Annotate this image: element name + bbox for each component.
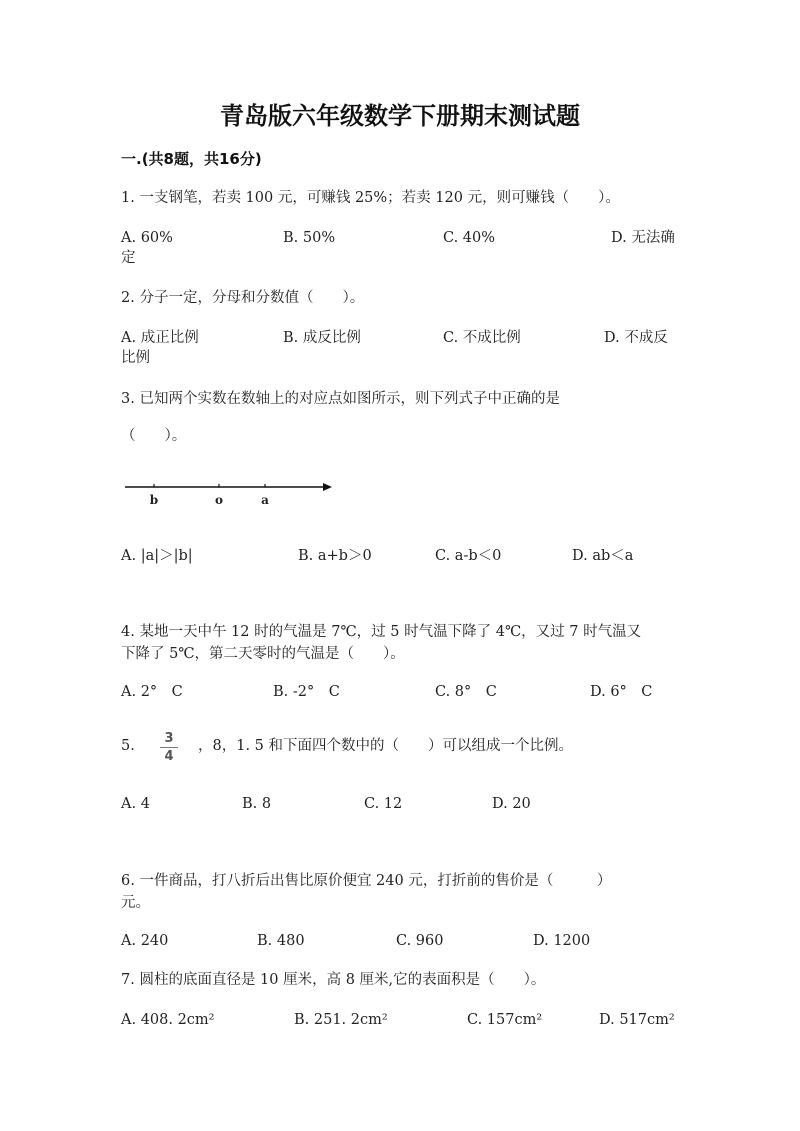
q7-option-a: A. 408. 2cm² <box>121 1012 215 1028</box>
q5-option-a: A. 4 <box>121 796 150 812</box>
question-7-text: 7. 圆柱的底面直径是 10 厘米，高 8 厘米,它的表面积是（ ）。 <box>121 972 546 988</box>
q3-option-a: A. |a|＞|b| <box>121 548 193 564</box>
fraction-numerator: 3 <box>164 731 174 746</box>
q2-option-c: C. 不成比例 <box>443 330 521 346</box>
fraction-three-quarters <box>158 731 180 764</box>
question-6-text-cont: 元。 <box>121 895 150 911</box>
question-2-text: 2. 分子一定，分母和分数值（ ）。 <box>121 290 365 306</box>
number-line-label-b: b <box>149 493 159 507</box>
q1-option-d-wrap: 定 <box>121 250 136 266</box>
q7-option-b: B. 251. 2cm² <box>294 1012 388 1028</box>
q2-option-d-wrap: 比例 <box>121 350 150 366</box>
section-heading: 一.(共8题，共16分) <box>121 150 262 168</box>
q3-option-b: B. a+b＞0 <box>298 548 372 564</box>
q5-option-c: C. 12 <box>364 796 403 812</box>
q6-option-c: C. 960 <box>396 933 444 949</box>
question-5-text: ，8，1. 5 和下面四个数中的（ ）可以组成一个比例。 <box>198 738 574 754</box>
q1-option-d: D. 无法确 <box>611 230 675 246</box>
fraction-denominator: 4 <box>164 749 174 764</box>
q6-option-b: B. 480 <box>257 933 305 949</box>
q7-option-d: D. 517cm² <box>599 1012 675 1028</box>
q2-option-b: B. 成反比例 <box>283 330 361 346</box>
page-title: 青岛版六年级数学下册期末测试题 <box>220 102 580 130</box>
question-3-text: 3. 已知两个实数在数轴上的对应点如图所示，则下列式子中正确的是 <box>121 391 560 407</box>
q2-option-d: D. 不成反 <box>604 330 668 346</box>
question-6-text: 6. 一件商品，打八折后出售比原价便宜 240 元，打折前的售价是（ ） <box>121 873 612 889</box>
question-4-text: 4. 某地一天中午 12 时的气温是 7℃，过 5 时气温下降了 4℃，又过 7 时气温又 <box>121 624 642 640</box>
q4-option-c: C. 8° C <box>435 684 497 700</box>
question-5-number: 5. <box>121 738 135 754</box>
q4-option-d: D. 6° C <box>590 684 653 700</box>
q3-option-d: D. ab＜a <box>572 548 634 564</box>
q1-option-a: A. 60% <box>121 230 173 246</box>
q5-option-b: B. 8 <box>242 796 272 812</box>
q1-option-c: C. 40% <box>443 230 496 246</box>
q3-option-c: C. a-b＜0 <box>435 548 502 564</box>
q4-option-b: B. -2° C <box>273 684 340 700</box>
fraction-bar <box>160 747 178 748</box>
number-line-label-a: a <box>261 493 269 507</box>
q1-option-b: B. 50% <box>283 230 336 246</box>
question-1-text: 1. 一支钢笔，若卖 100 元，可赚钱 25%；若卖 120 元，则可赚钱（ ）。 <box>121 190 620 206</box>
q4-option-a: A. 2° C <box>121 684 183 700</box>
q7-option-c: C. 157cm² <box>467 1012 543 1028</box>
question-4-text-cont: 下降了 5℃，第二天零时的气温是（ ）。 <box>121 646 405 662</box>
q5-option-d: D. 20 <box>492 796 531 812</box>
q6-option-d: D. 1200 <box>533 933 591 949</box>
number-line-label-o: o <box>214 493 224 507</box>
number-line <box>120 478 335 510</box>
q6-option-a: A. 240 <box>121 933 169 949</box>
question-3-text-cont: （ ）。 <box>121 428 187 444</box>
q2-option-a: A. 成正比例 <box>121 330 199 346</box>
